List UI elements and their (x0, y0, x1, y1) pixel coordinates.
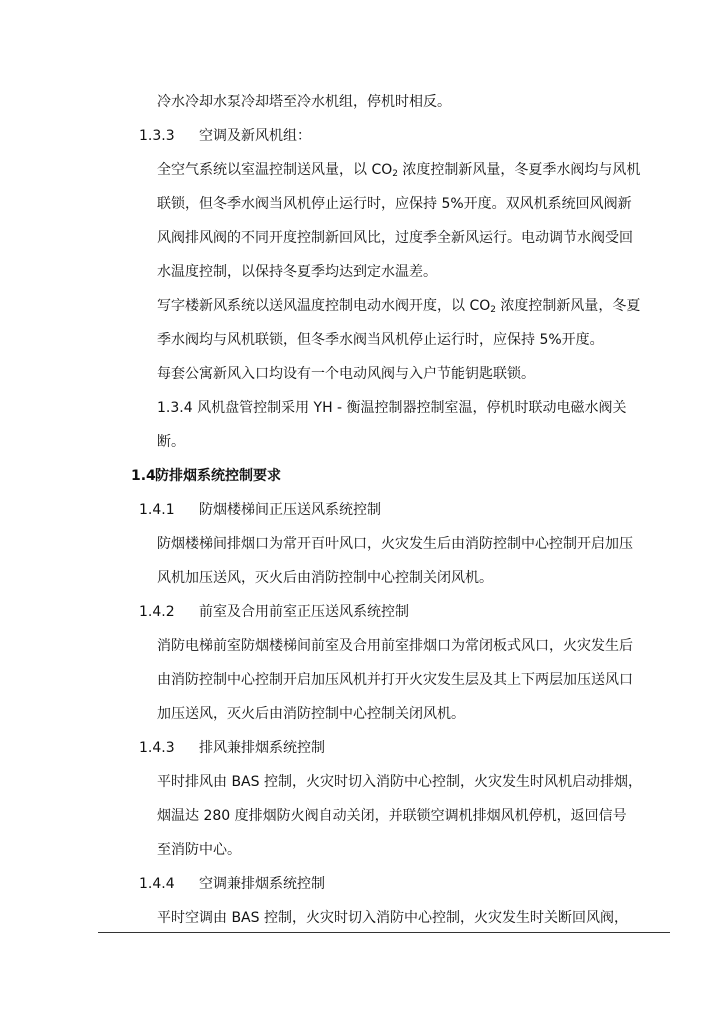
section-number: 1.4.1 (139, 502, 175, 518)
text-run: 浓度控制新风量，冬夏季水阀均与风机 (397, 162, 641, 178)
paragraph-line: 加压送风，灭火后由消防控制中心控制关闭风机。 (157, 706, 465, 722)
paragraph-line (157, 160, 640, 180)
section-title: 空调及新风机组： (199, 128, 311, 144)
section-title: 排风兼排烟系统控制 (199, 740, 325, 756)
section-title: 防烟楼梯间正压送风系统控制 (199, 502, 381, 518)
paragraph-line: 联锁，但冬季水阀当风机停止运行时，应保持 5%开度。双风机系统回风阀新 (157, 196, 632, 212)
section-number: 1.4 (131, 468, 156, 484)
paragraph-line (157, 296, 640, 316)
section-number: 1.4.3 (139, 740, 175, 756)
section-title: 前室及合用前室正压送风系统控制 (199, 604, 409, 620)
paragraph-line: 每套公寓新风入口均设有一个电动风阀与入户节能钥匙联锁。 (157, 366, 535, 382)
section-number: 1.4.4 (139, 876, 175, 892)
footer-divider (98, 932, 670, 933)
section-number: 1.4.2 (139, 604, 175, 620)
paragraph-line: 风阀排风阀的不同开度控制新回风比，过度季全新风运行。电动调节水阀受回 (157, 230, 633, 246)
text-run: 浓度控制新风量，冬夏 (495, 298, 641, 314)
paragraph-line: 至消防中心。 (157, 842, 241, 858)
paragraph-line: 风机加压送风，灭火后由消防控制中心控制关闭风机。 (157, 570, 493, 586)
text-run: 写字楼新风系统以送风温度控制电动水阀开度，以 CO (157, 298, 491, 314)
paragraph-line: 平时排风由 BAS 控制，火灾时切入消防中心控制，火灾发生时风机启动排烟， (157, 774, 642, 790)
paragraph-line: 断。 (157, 434, 185, 450)
section-number: 1.3.3 (139, 128, 175, 144)
text-run: 全空气系统以室温控制送风量，以 CO (157, 162, 393, 178)
subscript: 2 (392, 169, 398, 179)
section-title: 空调兼排烟系统控制 (199, 876, 325, 892)
paragraph-line: 水温度控制，以保持冬夏季均达到定水温差。 (157, 264, 437, 280)
subscript: 2 (490, 305, 496, 315)
paragraph-line: 季水阀均与风机联锁，但冬季水阀当风机停止运行时，应保持 5%开度。 (157, 332, 604, 348)
paragraph-line: 防烟楼梯间排烟口为常开百叶风口，火灾发生后由消防控制中心控制开启加压 (157, 536, 633, 552)
section-heading: 防排烟系统控制要求 (155, 468, 281, 484)
paragraph-line: 冷水冷却水泵冷却塔至冷水机组，停机时相反。 (157, 94, 451, 110)
paragraph-line: 平时空调由 BAS 控制，火灾时切入消防中心控制，火灾发生时关断回风阀， (157, 910, 628, 926)
paragraph-line: 1.3.4 风机盘管控制采用 YH - 衡温控制器控制室温，停机时联动电磁水阀关 (157, 400, 627, 416)
paragraph-line: 烟温达 280 度排烟防火阀自动关闭，并联锁空调机排烟风机停机，返回信号 (157, 808, 627, 824)
paragraph-line: 消防电梯前室防烟楼梯间前室及合用前室排烟口为常闭板式风口，火灾发生后 (157, 638, 633, 654)
paragraph-line: 由消防控制中心控制开启加压风机并打开火灾发生层及其上下两层加压送风口 (157, 672, 633, 688)
